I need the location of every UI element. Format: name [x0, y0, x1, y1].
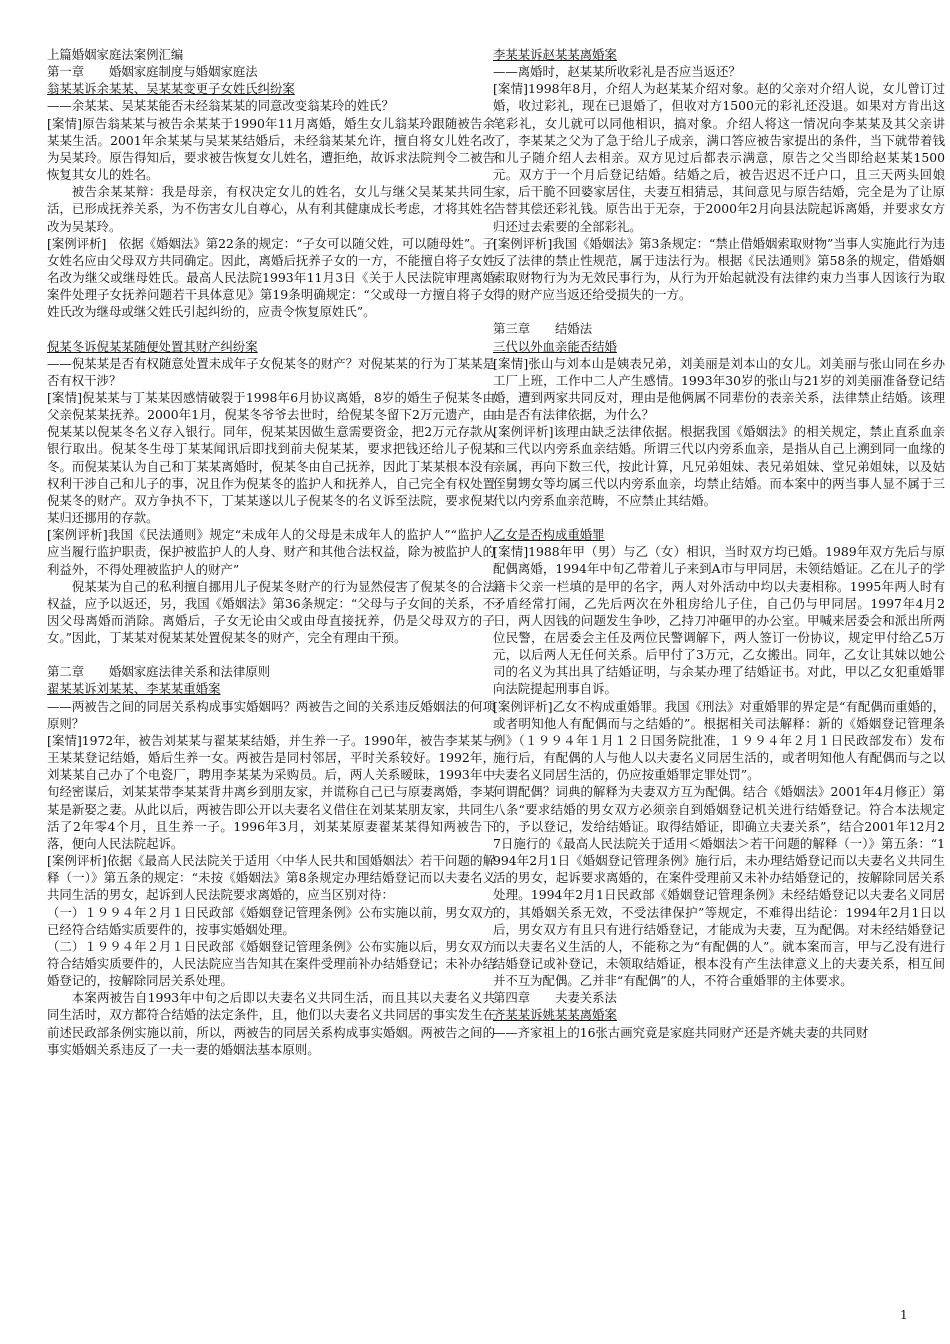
text-paragraph: 第一章 婚姻家庭制度与婚姻家庭法	[47, 64, 258, 80]
paragraph-spacer	[47, 321, 495, 338]
text-paragraph: 翟某某诉刘某某、李某某重婚案	[47, 681, 221, 697]
text-paragraph: [案情]倪某某与丁某某因感情破裂于1998年6月协议离婚，8岁的婚生子倪某冬由父亲倪某某抚养。2000年1月，倪某冬爷爷去世时，给倪某冬留下2万元遗产，由倪某某以倪某冬名义存入银行。同年，倪某某因做生意需要资金，把2万元存款从银行取出。倪某冬生母丁某某闻讯后即找到前夫倪某某，要求把钱还给儿子倪某冬。而倪某某认为自己和丁某某离婚时，倪某冬由自己抚养，因此丁某某根本没有权利干涉自己和儿子的事，况且作为倪某冬的监护人和抚养人，自己完全有权处置倪某冬的财产。双方争执不下，丁某某遂以儿子倪某冬的名义诉至法院，要求倪某某归还挪用的存款。	[47, 389, 495, 526]
paragraph-spacer	[493, 303, 945, 320]
text-paragraph: 翁某某诉余某某、吴某某变更子女姓氏纠纷案	[47, 81, 295, 97]
text-paragraph: [案例评析]该理由缺乏法律依据。根据我国《婚姻法》的相关规定，禁止直系血亲和三代以内旁系血亲结婚。所谓三代以内旁系血亲，是指从自己上溯到同一血缘的亲属，再向下数三代，按此计算，凡兄弟姐妹、表兄弟姐妹、堂兄弟姐妹，以及姑侄舅甥女等均属三代以内旁系血亲，均禁止结婚。而本案中的两当事人显不属于三代以内旁系血亲范畴，不应禁止其结婚。	[493, 424, 945, 508]
text-paragraph: ——余某某、吴某某能否未经翁某某的同意改变翁某玲的姓氏？	[47, 98, 394, 114]
text-paragraph: [案情]1972年，被告刘某某与翟某某结婚，并生养一子。1990年，被告李某某与王某某登记结婚，婚后生养一女。两被告是同村邻居，平时关系较好。1992年，刘某某自己办了个电瓷厂，聘用李某某为采购员。后，两人关系暧昧，1993年中旬经密谋后，刘某某带李某某背井离乡到朋友家，并谎称自己已与原妻离婚，李某某是新娶之妻。从此以后，两被告即公开以夫妻名义借住在刘某某朋友家，共同生活了2年零4个月，且生养一子。1996年3月，刘某某原妻翟某某得知两被告下落，便向人民法院起诉。	[47, 732, 495, 851]
text-paragraph: ——倪某某是否有权随意处置未成年子女倪某冬的财产？对倪某某的行为丁某某是否有权干涉？	[47, 355, 495, 388]
text-paragraph: （二）１９９４年２月１日民政部《婚姻登记管理条例》公布实施以后，男女双方符合结婚实质要件的，人民法院应当告知其在案件受理前补办结婚登记；未补办结婚登记的，按解除同居关系处理。	[47, 938, 495, 989]
text-paragraph: 倪某冬诉倪某某随便处置其财产纠纷案	[47, 338, 258, 354]
text-paragraph: 本案两被告自1993年中旬之后即以夫妻名义共同生活，而且其以夫妻名义共同生活时，双方都符合结婚的法定条件，且，他们以夫妻名义共同居的事实发生在前述民政部条例实施以前，所以，两被告的同居关系构成事实婚姻。两被告之间的事实婚姻关系违反了一夫一妻的婚姻法基本原则。	[47, 990, 495, 1057]
text-paragraph: 第二章 婚姻家庭法律关系和法律原则	[47, 664, 271, 680]
text-paragraph: [案例评析] 依据《婚姻法》第22条的规定：“子女可以随父姓，可以随母姓”。子女姓名应由父母双方共同确定。因此，离婚后抚养子女的一方，不能擅自将子女姓名改为继父或继母姓氏。最高人民法院1993年11月3日《关于人民法院审理离婚案件处理子女抚养问题若干具体意见》第19条明确规定：“父或母一方擅自将子女姓氏改为继母或继父姓氏引起纠纷的，应责令恢复原姓氏”。	[47, 235, 495, 320]
text-paragraph: [案例评析]我国《婚姻法》第3条规定：“禁止借婚姻索取财物”当事人实施此行为违反了法律的禁止性规范，属于违法行为。根据《民法通则》第58条的规定，借婚姻索取财物行为为无效民事行为，从行为开始起就没有法律约束力当事人因该行为取得的财产应当返还给受损失的一方。	[493, 235, 945, 303]
text-paragraph: 第三章 结婚法	[493, 321, 593, 337]
text-paragraph: ——齐家祖上的16张古画究竟是家庭共同财产还是齐姚夫妻的共同财	[493, 1024, 869, 1040]
text-paragraph: （一）１９９４年２月１日民政部《婚姻登记管理条例》公布实施以前，男女双方已经符合结婚实质要件的，按事实婚姻处理。	[47, 904, 495, 937]
paragraph-spacer	[493, 509, 945, 526]
text-paragraph: 乙女是否构成重婚罪	[493, 527, 605, 543]
text-paragraph: [案例评析]依据《最高人民法院关于适用〈中华人民共和国婚姻法〉若干问题的解释（一）》第五条的规定：“未按《婚姻法》第8条规定办理结婚登记而以夫妻名义共同生活的男女，起诉到人民法院要求离婚的，应当区别对待：	[47, 853, 495, 903]
text-paragraph: 被告余某某辩：我是母亲，有权决定女儿的姓名，女儿与继父吴某某共同生活，已形成抚养关系，为不伤害女儿自尊心，从有利其健康成长考虑，才将其姓名改为吴某玲。	[47, 184, 495, 234]
text-paragraph: 何谓配偶？词典的解释为夫妻双方互为配偶。结合《婚姻法》2001年4月修正）第八条“要求结婚的男女双方必须亲自到婚姻登记机关进行结婚登记。符合本法规定的，予以登记，发给结婚证。取得结婚证，即确立夫妻关系”，结合2001年12月27日施行的《最高人民法院关于适用＜婚姻法＞若干问题的解释（一）》第五条：“1994年2月1日《婚姻登记管理条例》施行后，未办理结婚登记而以夫妻名义共同生活的男女，起诉要求离婚的，在案件受理前又未补办结婚登记的，按解除同居关系处理。1994年2月1日民政部《婚姻登记管理条例》未经结婚登记以夫妻名义同居的，其婚姻关系无效，不受法律保护”等规定，不难得出结论：1994年2月1日以后，男女双方有且只有进行结婚登记，才能成为夫妻，互为配偶。对未经结婚登记而以夫妻名义生活的人，不能称之为“有配偶的人”。就本案而言，甲与乙没有进行结婚登记或补登记，未领取结婚证，根本没有产生法律意义上的夫妻关系，相互间并不互为配偶。乙并非“有配偶”的人，不符合重婚罪的主体要求。	[493, 784, 945, 989]
right-column	[493, 46, 945, 1041]
text-paragraph: 倪某某为自己的私利擅自挪用儿子倪某冬财产的行为显然侵害了倪某冬的合法权益，应予以返还，另，我国《婚姻法》第36条规定：“父母与子女间的关系，不因父母离婚而消除。离婚后，子女无论由父或由母直接抚养，仍是父母双方的子女。”因此，丁某某对倪某某处置倪某冬的财产，完全有理由干预。	[47, 578, 495, 646]
text-paragraph: 第四章 夫妻关系法	[493, 990, 617, 1006]
text-paragraph: [案情]1998年8月，介绍人为赵某某介绍对象。赵的父亲对介绍人说，女儿曾订过婚，收过彩礼，现在已退婚了，但收对方1500元的彩礼还没退。如果对方肯出这笔彩礼，女儿就可以同他相识，搞对象。介绍人将这一情况向李某某及其父亲讲了，李某某之父为了急于给儿子成亲，满口答应被告家提出的条件，当下就带着钱和儿子随介绍人去相亲。双方见过后都表示满意，原告之父当即给赵某某1500元。双方于一个月后登记结婚。结婚之后，被告迟迟不迁户口，且三天两头回娘家，后干脆不回婆家居住，夫妻互相猜忌，其间意见与原告结婚，完全是为了让原告替其偿还彩礼钱。原告出于无奈，于2000年2月向县法院起诉离婚，并要求女方归还过去索要的全部彩礼。	[493, 81, 945, 234]
text-paragraph: [案情]1988年甲（男）与乙（女）相识，当时双方均已婚。1989年双方先后与原配偶离婚，1994年中旬乙带着儿子来到A市与甲同居，未领结婚证。乙在儿子的学籍卡父亲一栏填的是甲的名字，两人对外活动中均以夫妻相称。1995年两人时有矛盾经常打闹，乙先后两次在外租房给儿子住，自己仍与甲同居。1997年4月2日，两人因钱的问题发生争吵，乙持刀冲砸甲的办公室。甲喊来居委会和派出所两位民警，在居委会主任及两位民警调解下，两人签订一份协议，规定甲付给乙5万元，以后两人无任何关系。后甲付了3万元，乙女搬出。同年，乙女让其妹以她公司的名义为其出具了结婚证明，与余某办理了结婚证书。对此，甲以乙女犯重婚罪向法院提起刑事自诉。	[493, 544, 945, 697]
text-paragraph: 李某某诉赵某某离婚案	[493, 47, 617, 62]
left-column	[47, 46, 495, 1058]
text-paragraph: 三代以外血亲能否结婚	[493, 338, 617, 354]
text-paragraph: [案例评析]乙女不构成重婚罪。我国《刑法》对重婚罪的界定是“有配偶而重婚的，或者明知他人有配偶而与之结婚的”。根据相关司法解释：新的《婚姻登记管理条例》（１９９４年１月１２日国务院批准，１９９４年２月１日民政部发布）发布施行后，有配偶的人与他人以夫妻名义同居生活的，或者明知他人有配偶而与之以夫妻名义同居生活的，仍应按重婚罪定罪处罚”。	[493, 698, 945, 783]
paragraph-spacer	[47, 646, 495, 663]
page-number: 1	[900, 1308, 908, 1322]
text-paragraph: [案情]原告翁某某与被告余某某于1990年11月离婚，婚生女儿翁某玲跟随被告余某某生活。2001年余某某与吴某某结婚后，未经翁某某允许，擅自将女儿姓名改为吴某玲。原告得知后，要求被告恢复女儿姓名，遭拒绝，故诉求法院判令二被告恢复其女儿的姓名。	[47, 115, 495, 183]
text-paragraph: [案例评析]我国《民法通则》规定“未成年人的父母是未成年人的监护人”“监护人应当履行监护职责，保护被监护人的人身、财产和其他合法权益，除为被监护人的利益外，不得处理被监护人的财产”	[47, 527, 495, 577]
text-paragraph: ——两被告之间的同居关系构成事实婚姻吗？两被告之间的关系违反婚姻法的何项原则？	[47, 698, 495, 731]
text-paragraph: [案情]张山与刘本山是姨表兄弟，刘美丽是刘本山的女儿。刘美丽与张山同在乡办工厂上班，工作中二人产生感情。1993年30岁的张山与21岁的刘美丽准备登记结婚，遭到两家共同反对，理由是他俩属不同辈份的表亲关系，法律禁止结婚。该理由是否有法律依据，为什么？	[493, 355, 945, 423]
text-paragraph: 齐某某诉姚某某离婚案	[493, 1007, 617, 1023]
text-paragraph: ——离婚时，赵某某所收彩礼是否应当返还？	[493, 64, 741, 80]
text-paragraph: 上篇婚姻家庭法案例汇编	[47, 47, 184, 62]
